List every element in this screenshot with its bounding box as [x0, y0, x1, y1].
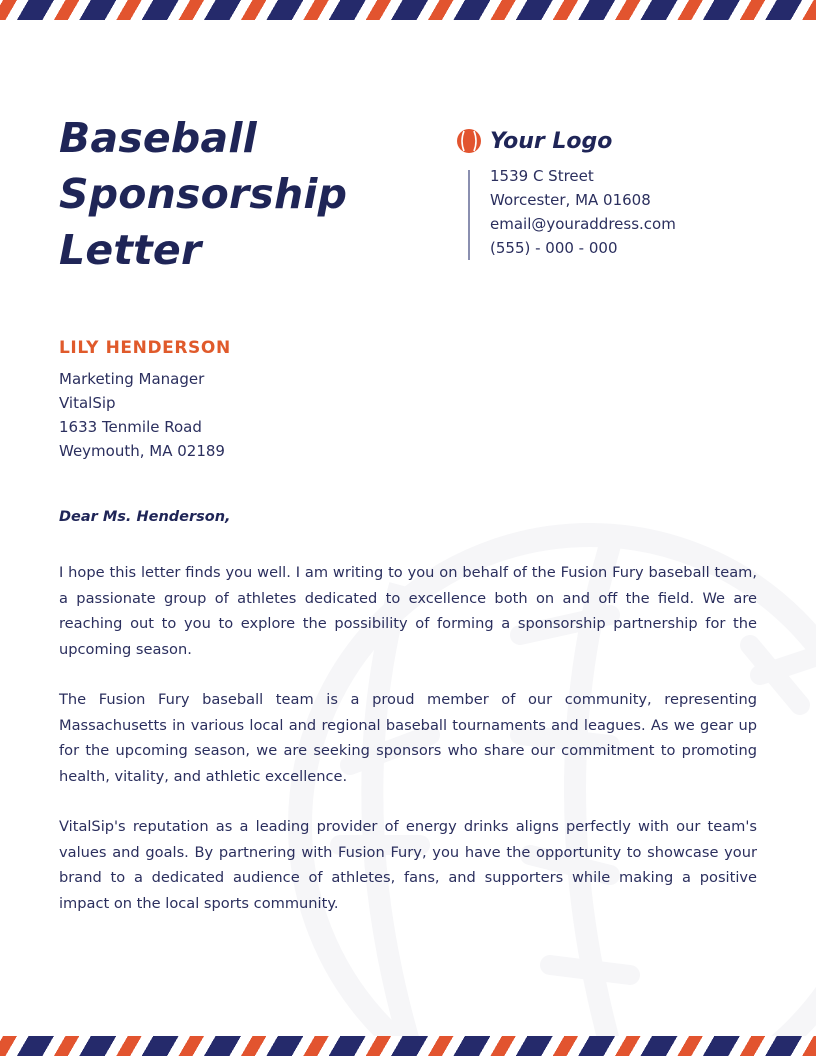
title-line-2: Sponsorship: [59, 170, 348, 218]
title-line-1: Baseball: [59, 114, 257, 162]
company-logo: [456, 128, 612, 154]
recipient-address: [59, 367, 225, 463]
bottom-stripe-border: [0, 1036, 816, 1056]
recipient-street: 1633 Tenmile Road: [59, 418, 202, 436]
sender-street: 1539 C Street: [490, 167, 594, 185]
sender-phone: (555) - 000 - 000: [490, 239, 618, 257]
logo-text: Your Logo: [490, 128, 613, 154]
recipient-title: Marketing Manager: [59, 370, 205, 388]
sender-contact: [490, 164, 676, 260]
recipient-name: LILY HENDERSON: [59, 338, 231, 358]
letter-body: [59, 560, 757, 941]
page-title: [59, 110, 389, 278]
paragraph-3: VitalSip's reputation as a leading provider of energy drinks aligns perfectly with our team's values and goals. By partnering with Fusion Fury, you have the opportunity to showcase your brand to a dedicated audience of athletes, fans, and supporters while making a positive impact on the local sports community.: [59, 818, 757, 912]
sender-email: email@youraddress.com: [490, 215, 676, 233]
salutation: Dear Ms. Henderson,: [59, 509, 231, 525]
paragraph-1: I hope this letter finds you well. I am writing to you on behalf of the Fusion Fury baseball team, a passionate group of athletes dedicated to excellence both on and off the field. We are reaching out to you to explore the possibility of forming a sponsorship partnership for the upcoming season.: [59, 564, 757, 658]
recipient-city: Weymouth, MA 02189: [59, 442, 225, 460]
contact-divider: [468, 170, 470, 260]
recipient-company: VitalSip: [59, 394, 116, 412]
title-line-3: Letter: [59, 226, 202, 274]
baseball-icon: [456, 128, 482, 154]
top-stripe-border: [0, 0, 816, 20]
sender-city: Worcester, MA 01608: [490, 191, 651, 209]
paragraph-2: The Fusion Fury baseball team is a proud member of our community, representing Massachusetts in various local and regional baseball tournaments and leagues. As we gear up for the upcoming season, we are seeking sponsors who share our commitment to promoting health, vitality, and athletic excellence.: [59, 691, 757, 785]
